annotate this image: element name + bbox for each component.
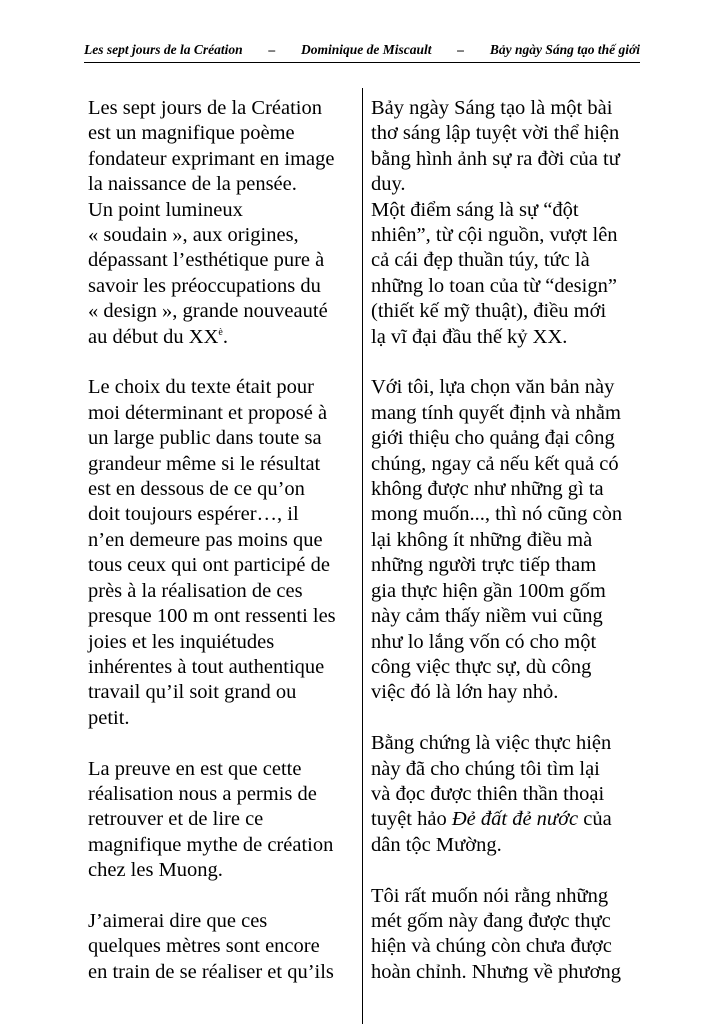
- text-line: gia thực hiện gần 100m gốm: [371, 579, 606, 602]
- text-line: những người trực tiếp tham: [371, 554, 597, 577]
- text-line: retrouver et de lire ce: [88, 808, 264, 831]
- text-line: travail qu’il soit grand ou: [88, 681, 297, 704]
- text-line: petit.: [88, 706, 130, 729]
- text-line: việc đó là lớn hay nhỏ.: [371, 681, 559, 704]
- text-line: hiện và chúng còn chưa được: [371, 935, 612, 958]
- fr-paragraph-3: [88, 757, 358, 884]
- fr-paragraph-4: [88, 909, 358, 985]
- text-line: grandeur même si le résultat: [88, 452, 321, 475]
- text-line: này cảm thấy niềm vui cũng: [371, 605, 603, 628]
- text-line: Với tôi, lựa chọn văn bản này: [371, 376, 615, 399]
- text-line: savoir les préoccupations du: [88, 274, 321, 297]
- text-line: quelques mètres sont encore: [88, 935, 320, 958]
- text-line: « design », grande nouveauté: [88, 300, 328, 323]
- text-fragment: tuyệt hảo: [371, 808, 452, 831]
- french-column: [88, 96, 358, 1011]
- text-line: moi déterminant et proposé à: [88, 401, 328, 424]
- text-line: est en dessous de ce qu’on: [88, 478, 305, 501]
- text-line: nhiên”, từ cội nguồn, vượt lên: [371, 224, 618, 247]
- text-line: duy.: [371, 173, 406, 196]
- column-divider: [362, 88, 363, 1024]
- text-line: Un point lumineux: [88, 198, 243, 221]
- vi-paragraph-3: [371, 731, 641, 858]
- text-line: [371, 807, 641, 832]
- text-fragment: của: [578, 808, 612, 831]
- text-line: J’aimerai dire que ces: [88, 909, 268, 932]
- text-line: La preuve en est que cette: [88, 757, 302, 780]
- text-line: un large public dans toute sa: [88, 427, 322, 450]
- text-line: « soudain », aux origines,: [88, 224, 299, 247]
- header-rule: [84, 62, 640, 63]
- text-line: Le choix du texte était pour: [88, 376, 314, 399]
- text-line: réalisation nous a permis de: [88, 782, 317, 805]
- text-line: Tôi rất muốn nói rằng những: [371, 884, 609, 907]
- text-line: dépassant l’esthétique pure à: [88, 249, 325, 272]
- vi-paragraph-1: [371, 96, 641, 350]
- text-line: presque 100 m ont ressenti les: [88, 605, 336, 628]
- vietnamese-column: [371, 96, 641, 1011]
- text-line: hoàn chỉnh. Nhưng về phương: [371, 960, 621, 983]
- text-line: không được như những gì ta: [371, 478, 604, 501]
- text-line: doit toujours espérer…, il: [88, 503, 299, 526]
- text-line: cả cái đẹp thuần túy, tức là: [371, 249, 590, 272]
- text-line: giới thiệu cho quảng đại công: [371, 427, 615, 450]
- text-line: công việc thực sự, dù công: [371, 655, 592, 678]
- text-line: [88, 325, 358, 350]
- vi-paragraph-4: [371, 884, 641, 986]
- text-line: mét gốm này đang được thực: [371, 909, 611, 932]
- text-line: près à la réalisation de ces: [88, 579, 303, 602]
- text-line: những lo toan của từ “design”: [371, 274, 617, 297]
- text-line: Les sept jours de la Création: [88, 97, 322, 119]
- text-line: bằng hình ảnh sự ra đời của tư: [371, 147, 620, 170]
- text-line: lại không ít những điều mà: [371, 528, 593, 551]
- text-line: la naissance de la pensée.: [88, 173, 297, 196]
- superscript: è: [218, 326, 223, 338]
- header-separator: –: [268, 42, 276, 57]
- text-line: và đọc được thiên thần thoại: [371, 782, 605, 805]
- header-title-fr: Les sept jours de la Création: [84, 42, 243, 57]
- text-line: n’en demeure pas moins que: [88, 528, 323, 551]
- text-line: lạ vĩ đại đầu thế kỷ XX.: [371, 325, 568, 348]
- text-fragment: au début du XX: [88, 325, 219, 348]
- text-line: mang tính quyết định và nhằm: [371, 401, 621, 424]
- header-author: Dominique de Miscault: [300, 42, 432, 57]
- text-line: tous ceux qui ont participé de: [88, 554, 330, 577]
- text-line: mong muốn..., thì nó cũng còn: [371, 503, 623, 526]
- fr-paragraph-2: [88, 375, 358, 731]
- text-line: est un magnifique poème: [88, 122, 295, 145]
- text-fragment: .: [222, 325, 228, 348]
- text-line: joies et les inquiétudes: [88, 630, 275, 653]
- text-line: inhérentes à tout authentique: [88, 655, 325, 678]
- text-line: chúng, ngay cả nếu kết quả có: [371, 452, 619, 475]
- text-line: chez les Muong.: [88, 859, 223, 882]
- vi-paragraph-2: [371, 375, 641, 705]
- text-line: này đã cho chúng tôi tìm lại: [371, 757, 600, 780]
- text-line: fondateur exprimant en image: [88, 147, 335, 170]
- header-separator: –: [457, 42, 465, 57]
- fr-paragraph-1: [88, 96, 358, 350]
- text-line: như lo lắng vốn có cho một: [371, 630, 597, 653]
- text-line: Một điểm sáng là sự “đột: [371, 198, 579, 221]
- text-line: Bảy ngày Sáng tạo là một bài: [371, 97, 613, 119]
- text-line: (thiết kế mỹ thuật), điều mới: [371, 300, 607, 323]
- header-title-vi: Bảy ngày Sáng tạo thế giới: [489, 42, 640, 57]
- running-header: [84, 42, 640, 58]
- text-line: Bằng chứng là việc thực hiện: [371, 732, 612, 755]
- text-line: thơ sáng lập tuyệt vời thể hiện: [371, 122, 620, 145]
- italic-title: Đẻ đất đẻ nước: [451, 808, 579, 831]
- text-line: magnifique mythe de création: [88, 833, 334, 856]
- text-line: dân tộc Mường.: [371, 833, 502, 856]
- text-line: en train de se réaliser et qu’ils: [88, 960, 334, 983]
